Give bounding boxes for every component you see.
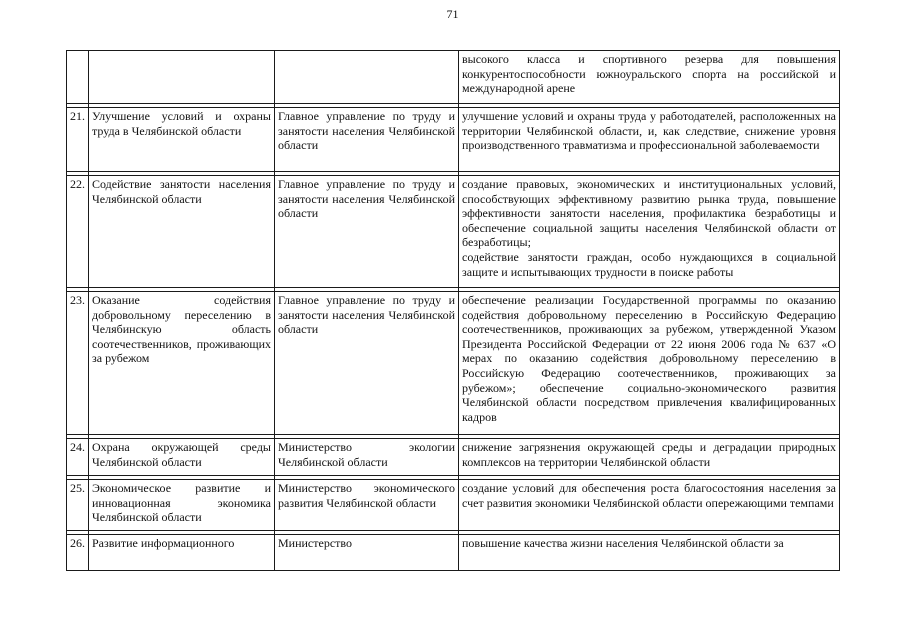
program-name: Оказание содействия добровольному переселению в Челябинскую область соотечественников, проживающих за рубежом <box>89 292 275 435</box>
program-goals-part-2: содействие занятости граждан, особо нуждающихся в социальной защите и испытывающих трудности в поиске работы <box>462 249 836 279</box>
programs-table <box>66 50 840 571</box>
program-executor: Министерство экологии Челябинской области <box>275 439 459 476</box>
program-name: Охрана окружающей среды Челябинской области <box>89 439 275 476</box>
program-name: Содействие занятости населения Челябинской области <box>89 176 275 288</box>
program-goals: снижение загрязнения окружающей среды и деградации природных комплексов на территории Челябинской области <box>459 439 840 476</box>
row-number: 22. <box>67 176 89 288</box>
table-row <box>67 292 840 435</box>
program-name <box>89 51 275 104</box>
program-goals-part-1: создание правовых, экономических и институциональных условий, способствующих эффективному развитию рынка труда, повышение эффективности занятости населения, профилактика безработицы и обеспечение социальной защиты населения Челябинской области от безработицы; <box>462 177 836 250</box>
row-number <box>67 51 89 104</box>
program-name: Развитие информационного <box>89 535 275 571</box>
program-goals <box>459 176 840 288</box>
row-number: 25. <box>67 480 89 531</box>
table-row <box>67 108 840 172</box>
program-executor: Главное управление по труду и занятости населения Челябинской области <box>275 108 459 172</box>
row-number: 21. <box>67 108 89 172</box>
table-row <box>67 176 840 288</box>
program-executor: Главное управление по труду и занятости населения Челябинской области <box>275 292 459 435</box>
program-goals: создание условий для обеспечения роста благосостояния населения за счет развития экономики Челябинской области опережающими темпами <box>459 480 840 531</box>
page-number: 71 <box>446 7 459 21</box>
table-row <box>67 51 840 104</box>
program-goals: повышение качества жизни населения Челябинской области за <box>459 535 840 571</box>
program-executor: Министерство экономического развития Челябинской области <box>275 480 459 531</box>
row-number: 24. <box>67 439 89 476</box>
program-goals: обеспечение реализации Государственной программы по оказанию содействия добровольному переселению в Российскую Федерацию соотечественников, проживающих за рубежом, утвержденной Указом Президента Российской Федерации от 22 июня 2006 года № 637 «О мерах по оказанию содействия добровольному переселению в Российскую Федерацию соотечественников, проживающих за рубежом»; обеспечение социально-экономического развития Челябинской области посредством привлечения квалифицированных кадров <box>459 292 840 435</box>
program-name: Улучшение условий и охраны труда в Челябинской области <box>89 108 275 172</box>
row-number: 26. <box>67 535 89 571</box>
program-name: Экономическое развитие и инновационная экономика Челябинской области <box>89 480 275 531</box>
table-row <box>67 439 840 476</box>
table-row <box>67 480 840 531</box>
program-goals: улучшение условий и охраны труда у работодателей, расположенных на территории Челябинской области, и, как следствие, снижение уровня производственного травматизма и профессиональной заболеваемости <box>459 108 840 172</box>
row-number: 23. <box>67 292 89 435</box>
program-executor: Главное управление по труду и занятости населения Челябинской области <box>275 176 459 288</box>
program-executor <box>275 51 459 104</box>
program-goals: высокого класса и спортивного резерва для повышения конкурентоспособности южноуральского спорта на российской и международной арене <box>459 51 840 104</box>
program-executor: Министерство <box>275 535 459 571</box>
table-row <box>67 535 840 571</box>
